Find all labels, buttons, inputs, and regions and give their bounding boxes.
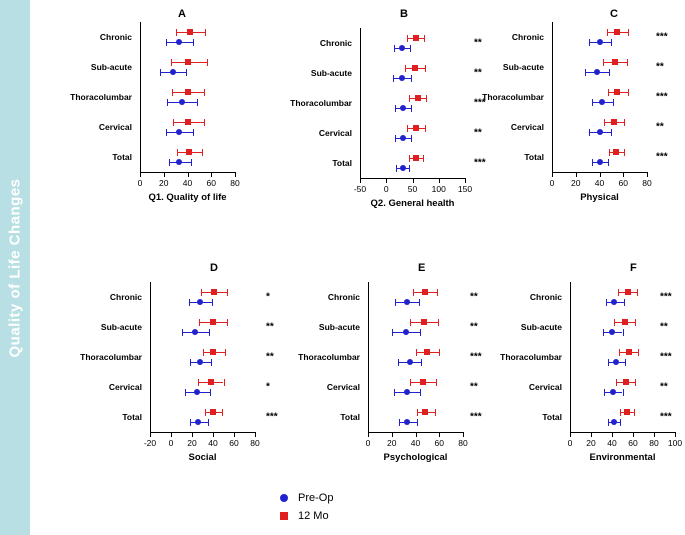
category-label: Thoracolumbar: [70, 92, 132, 102]
category-label: Chronic: [511, 32, 544, 42]
significance-marker: ***: [474, 157, 486, 169]
error-bar-cap: [608, 419, 609, 426]
data-point-circle: [609, 329, 615, 335]
x-tick-label: 40: [208, 438, 218, 448]
x-tick-label: 80: [649, 438, 659, 448]
side-banner: [0, 0, 30, 535]
category-label: Cervical: [98, 122, 132, 132]
data-point-square: [626, 349, 632, 355]
category-label: Sub-acute: [100, 322, 142, 332]
panel-letter: D: [210, 262, 218, 274]
significance-marker: ***: [660, 351, 672, 363]
data-point-square: [625, 289, 631, 295]
data-point-circle: [613, 359, 619, 365]
x-axis-title: Psychological: [383, 452, 448, 463]
x-axis-title: Physical: [580, 192, 619, 203]
data-point-square: [622, 319, 628, 325]
category-label: Total: [524, 152, 544, 162]
legend-label: Pre-Op: [298, 492, 334, 504]
panel-letter: F: [630, 262, 637, 274]
category-label: Total: [340, 412, 360, 422]
legend-item: [280, 492, 333, 504]
error-bar-cap: [634, 409, 635, 416]
significance-marker: **: [266, 321, 274, 333]
category-label: Chronic: [319, 38, 352, 48]
significance-marker: ***: [470, 351, 482, 363]
legend-label: 12 Mo: [298, 510, 329, 522]
x-tick-label: 80: [230, 178, 240, 188]
panel-letter: C: [610, 8, 618, 20]
significance-marker: ***: [470, 411, 482, 423]
legend-marker-circle-icon: [280, 494, 288, 502]
panel-letter: E: [418, 262, 426, 274]
x-tick-label: 80: [642, 178, 652, 188]
x-tick-label: 80: [458, 438, 468, 448]
x-axis-title: Q1. Quality of life: [148, 192, 227, 203]
significance-marker: **: [474, 67, 482, 79]
x-tick-label: -50: [353, 184, 367, 194]
error-bar-cap: [635, 379, 636, 386]
x-axis-title: Social: [188, 452, 217, 463]
error-bar-cap: [619, 349, 620, 356]
error-bar-cap: [608, 359, 609, 366]
category-label: Thoracolumbar: [482, 92, 544, 102]
x-tick: [633, 433, 634, 437]
legend-marker-square-icon: [280, 512, 288, 520]
data-point-circle: [610, 389, 616, 395]
significance-marker: **: [470, 291, 478, 303]
category-label: Thoracolumbar: [80, 352, 142, 362]
significance-marker: ***: [656, 31, 668, 43]
error-bar-cap: [638, 349, 639, 356]
significance-marker: **: [660, 381, 668, 393]
chart-legend: [280, 492, 333, 528]
error-bar-cap: [620, 409, 621, 416]
panel-letter: A: [178, 8, 186, 20]
error-bar-cap: [623, 329, 624, 336]
error-bar-cap: [614, 319, 615, 326]
category-label: Cervical: [108, 382, 142, 392]
x-tick-label: 60: [229, 438, 239, 448]
significance-marker: **: [474, 37, 482, 49]
category-label: Chronic: [109, 292, 142, 302]
x-tick-label: 0: [567, 438, 573, 448]
x-tick-label: 60: [206, 178, 216, 188]
panel-letter: B: [400, 8, 408, 20]
significance-marker: ***: [660, 291, 672, 303]
error-bar-cap: [604, 389, 605, 396]
significance-marker: **: [656, 61, 664, 73]
category-label: Sub-acute: [502, 62, 544, 72]
x-tick: [675, 433, 676, 437]
significance-marker: ***: [656, 91, 668, 103]
data-point-circle: [611, 419, 617, 425]
data-point-square: [623, 379, 629, 385]
x-tick-label: 50: [407, 184, 418, 194]
significance-marker: ***: [656, 151, 668, 163]
x-tick-label: 20: [571, 178, 581, 188]
significance-marker: ***: [660, 411, 672, 423]
significance-marker: **: [656, 121, 664, 133]
x-tick-label: 0: [549, 178, 555, 188]
x-tick-label: 40: [182, 178, 193, 188]
x-tick: [654, 433, 655, 437]
error-bar-cap: [637, 289, 638, 296]
x-axis-title: Q2. General health: [370, 198, 455, 209]
category-label: Cervical: [510, 122, 544, 132]
x-tick-label: 0: [168, 438, 174, 448]
legend-item: [280, 510, 333, 522]
category-label: Total: [332, 158, 352, 168]
significance-marker: **: [470, 321, 478, 333]
significance-marker: ***: [266, 411, 278, 423]
x-tick-label: 60: [628, 438, 638, 448]
x-tick-label: 20: [159, 178, 169, 188]
category-label: Sub-acute: [90, 62, 132, 72]
x-tick-label: 20: [387, 438, 397, 448]
x-tick-label: 80: [250, 438, 260, 448]
category-label: Sub-acute: [520, 322, 562, 332]
chart-panel-f: [30, 0, 685, 535]
category-label: Chronic: [327, 292, 360, 302]
category-label: Cervical: [326, 382, 360, 392]
data-point-circle: [611, 299, 617, 305]
significance-marker: *: [266, 291, 270, 303]
x-tick-label: 40: [607, 438, 617, 448]
significance-marker: *: [266, 381, 270, 393]
side-banner-label: Quality of Life Changes: [6, 177, 24, 358]
category-label: Total: [542, 412, 562, 422]
significance-marker: **: [470, 381, 478, 393]
x-tick-label: 150: [457, 184, 473, 194]
x-tick: [591, 433, 592, 437]
x-tick-label: 20: [187, 438, 197, 448]
x-tick-label: 40: [594, 178, 605, 188]
error-bar-cap: [603, 329, 604, 336]
category-label: Cervical: [318, 128, 352, 138]
figure-panels: [30, 0, 685, 535]
x-tick-label: 100: [667, 438, 683, 448]
significance-marker: ***: [474, 97, 486, 109]
category-label: Chronic: [99, 32, 132, 42]
error-bar-cap: [624, 299, 625, 306]
category-label: Total: [122, 412, 142, 422]
error-bar-cap: [618, 289, 619, 296]
x-tick-label: 40: [410, 438, 421, 448]
error-bar-cap: [606, 299, 607, 306]
category-label: Cervical: [528, 382, 562, 392]
x-tick-label: 0: [383, 184, 389, 194]
x-tick: [612, 433, 613, 437]
category-label: Thoracolumbar: [298, 352, 360, 362]
x-axis-line: [570, 432, 676, 433]
significance-marker: **: [660, 321, 668, 333]
y-axis-line: [570, 282, 571, 432]
category-label: Sub-acute: [310, 68, 352, 78]
significance-marker: **: [474, 127, 482, 139]
data-point-square: [624, 409, 630, 415]
category-label: Sub-acute: [318, 322, 360, 332]
x-tick-label: 100: [431, 184, 446, 194]
significance-marker: **: [266, 351, 274, 363]
error-bar-cap: [625, 359, 626, 366]
x-tick-label: 60: [618, 178, 628, 188]
x-tick: [570, 433, 571, 437]
x-tick-label: 0: [365, 438, 371, 448]
error-bar-cap: [623, 389, 624, 396]
category-label: Total: [112, 152, 132, 162]
category-label: Chronic: [529, 292, 562, 302]
x-tick-label: 60: [434, 438, 444, 448]
error-bar-cap: [635, 319, 636, 326]
error-bar-cap: [620, 419, 621, 426]
category-label: Thoracolumbar: [500, 352, 562, 362]
x-axis-title: Environmental: [589, 452, 656, 463]
category-label: Thoracolumbar: [290, 98, 352, 108]
x-tick-label: 20: [586, 438, 596, 448]
x-tick-label: 0: [137, 178, 143, 188]
x-tick-label: -20: [143, 438, 157, 448]
error-bar-cap: [616, 379, 617, 386]
